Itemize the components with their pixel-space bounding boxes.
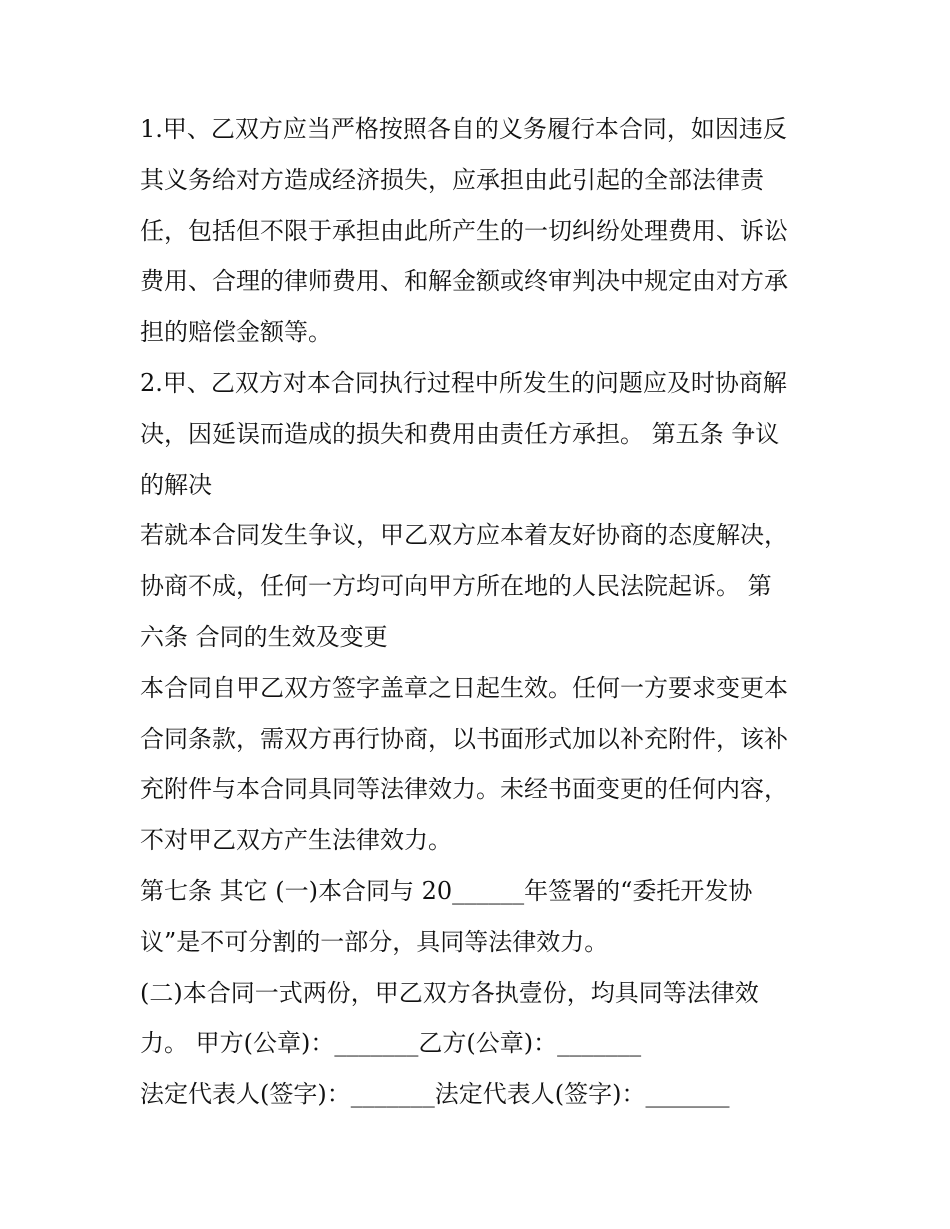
text-line: 决，因延误而造成的损失和费用由责任方承担。 第五条 争议 xyxy=(140,419,780,448)
text-line: 担的赔偿金额等。 xyxy=(140,318,332,347)
text-line: 费用、合理的律师费用、和解金额或终审判决中规定由对方承 xyxy=(140,267,788,296)
text-line: 协商不成，任何一方均可向甲方所在地的人民法院起诉。 第 xyxy=(140,572,772,601)
text-line: (二)本合同一式两份，甲乙双方各执壹份，均具同等法律效 xyxy=(140,978,759,1007)
text-line: 议”是不可分割的一部分，具同等法律效力。 xyxy=(140,927,609,956)
document-body xyxy=(140,104,820,1120)
text-line: 合同条款，需双方再行协商，以书面形式加以补充附件，该补 xyxy=(140,724,788,753)
text-line: 充附件与本合同具同等法律效力。未经书面变更的任何内容， xyxy=(140,775,788,804)
text-line: 其义务给对方造成经济损失，应承担由此引起的全部法律责 xyxy=(140,165,764,194)
text-line: 2.甲、乙双方对本合同执行过程中所发生的问题应及时协商解 xyxy=(140,368,787,397)
text-line: 本合同自甲乙双方签字盖章之日起生效。任何一方要求变更本 xyxy=(140,673,788,702)
text-line: 若就本合同发生争议，甲乙双方应本着友好协商的态度解决， xyxy=(140,521,788,550)
text-line: 的解决 xyxy=(140,470,212,499)
text-line: 第七条 其它 (一)本合同与 20______年签署的“委托开发协 xyxy=(140,876,753,905)
text-line: 力。 甲方(公章)：_______乙方(公章)：_______ xyxy=(140,1029,642,1058)
text-line: 1.甲、乙双方应当严格按照各自的义务履行本合同，如因违反 xyxy=(140,115,787,143)
text-line: 不对甲乙双方产生法律效力。 xyxy=(140,826,452,855)
text-line: 任，包括但不限于承担由此所产生的一切纠纷处理费用、诉讼 xyxy=(140,216,788,245)
text-line: 六条 合同的生效及变更 xyxy=(140,622,388,651)
text-line: 法定代表人(签字)：_______法定代表人(签字)：_______ xyxy=(140,1080,730,1109)
